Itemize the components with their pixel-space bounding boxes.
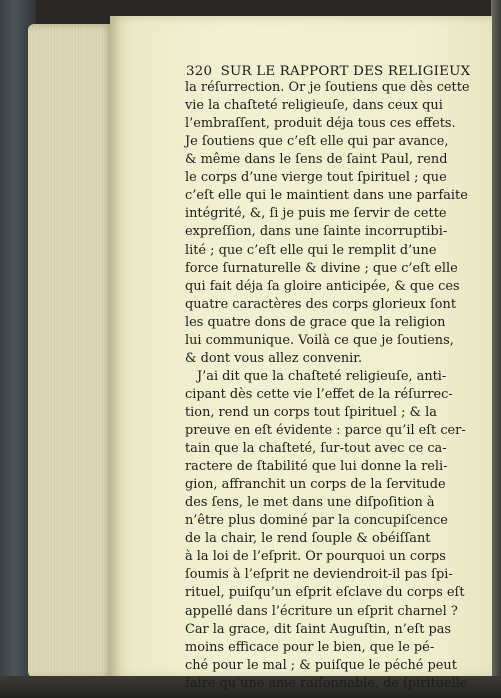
text-line: c’eſt elle qui le maintient dans une parfaite <box>185 188 468 204</box>
text-line: ractere de ſtabilité que lui donne la reli- <box>185 459 448 475</box>
text-line: ché pour le mal ; & puiſque le péché peut <box>185 657 457 673</box>
text-line: vie la chaſteté religieuſe, dans ceux qui <box>185 98 443 113</box>
text-line: faire qu’une ame raiſonnable, de ſpirituelle <box>185 675 468 691</box>
text-line: à la loi de l’eſprit. Or pourquoi un corps <box>185 549 446 565</box>
text-line: lui communique. Voilà ce que je ſoutiens, <box>185 332 454 348</box>
text-line: n’être plus dominé par la concupiſcence <box>185 513 448 529</box>
text-line: intégrité, &, ſi je puis me ſervir de cette <box>185 206 447 222</box>
text-line: tion, rend un corps tout ſpirituel ; & la <box>185 404 437 420</box>
text-line: le corps d’une vierge tout ſpirituel ; que <box>185 170 447 186</box>
book-cover-right <box>491 0 501 698</box>
text-line: lité ; que c’eſt elle qui le remplit d’une <box>185 242 437 258</box>
text-line: les quatre dons de grace que la religion <box>185 314 446 330</box>
page-number: 320 <box>186 64 213 79</box>
text-line: cipant dès cette vie l’effet de la réſurrec- <box>185 386 453 402</box>
text-line: Je ſoutiens que c’eſt elle qui par avance, <box>185 134 449 150</box>
running-title: SUR LE RAPPORT DES RELIGIEUX <box>220 64 471 79</box>
text-line: moins efficace pour le bien, que le pé- <box>185 639 435 655</box>
text-line: appellé dans l’écriture un eſprit charnel ? <box>185 603 458 619</box>
text-line: ſoumis à l’eſprit ne deviendroit-il pas ſpi- <box>185 567 453 583</box>
text-line: tain que la chaſteté, ſur-tout avec ce ca- <box>185 441 447 456</box>
text-line: rituel, puiſqu’un eſprit eſclave du corps eſt <box>185 585 465 601</box>
text-line: la réſurrection. Or je ſoutiens que dès cette <box>185 80 470 95</box>
text-line: l’embraſſent, produit déja tous ces effets. <box>185 116 456 132</box>
text-line: J’ai dit que la chaſteté religieuſe, anti- <box>197 368 447 384</box>
text-line: quatre caractères des corps glorieux ſont <box>185 296 457 312</box>
text-line: de la chair, le rend ſouple & obéiſſant <box>185 531 431 547</box>
text-line: force ſurnaturelle & divine ; que c’eſt elle <box>185 260 458 276</box>
text-line: des ſens, le met dans une diſpoſition à <box>185 495 435 511</box>
text-line: & dont vous allez convenir. <box>185 350 363 366</box>
text-line: qui fait déja ſa gloire anticipée, & que ces <box>185 278 460 294</box>
text-line: preuve en eſt évidente : parce qu’il eſt cer- <box>185 422 466 438</box>
page-edges <box>28 24 114 679</box>
text-line: gion, affranchit un corps de la ſervitude <box>185 477 446 493</box>
text-line: Car la grace, dit ſaint Auguſtin, n’eſt pas <box>185 621 452 637</box>
text-line: expreſſion, dans une ſainte incorruptibi- <box>185 224 448 240</box>
text-line: & même dans le ſens de ſaint Paul, rend <box>185 152 448 168</box>
